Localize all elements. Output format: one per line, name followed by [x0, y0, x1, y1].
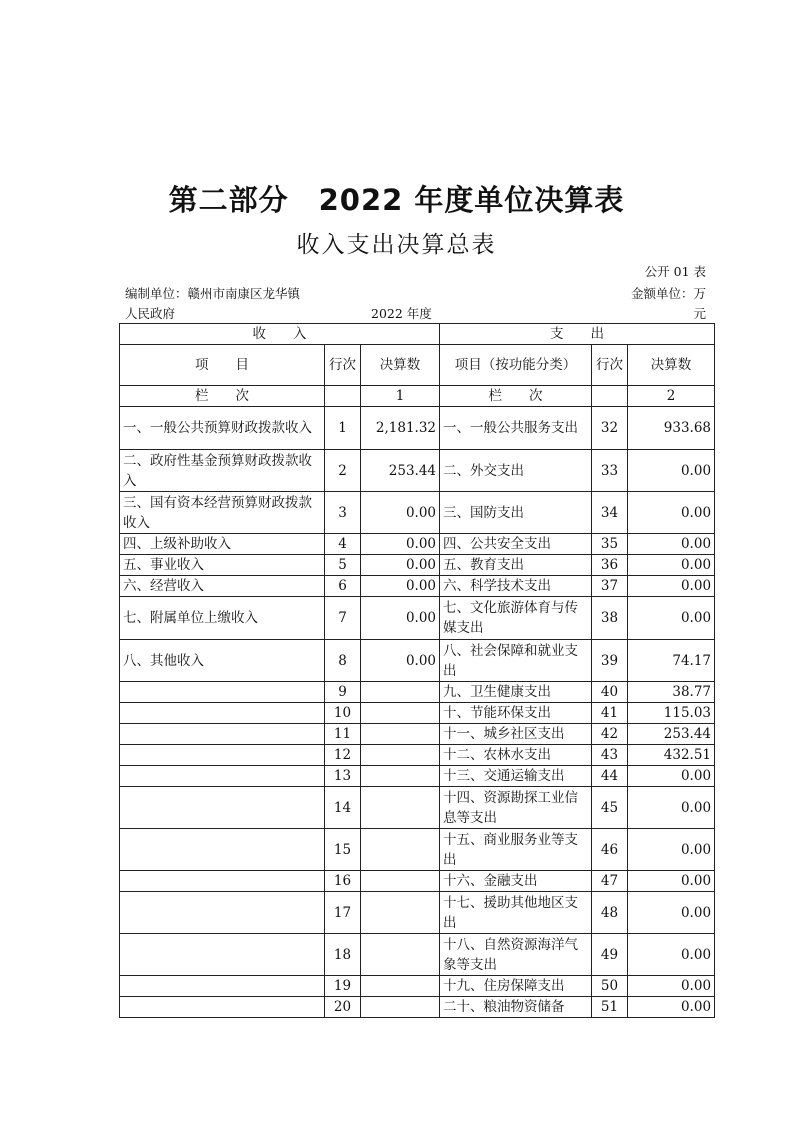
expense-row-no-cell: 41: [592, 703, 628, 724]
table-row: [120, 976, 715, 997]
expense-amount-cell: 0.00: [628, 597, 715, 640]
expense-amount-cell: 0.00: [628, 934, 715, 976]
table-row: [120, 829, 715, 871]
expense-amount-cell: 0.00: [628, 576, 715, 597]
income-item-cell: 七、附属单位上缴收入: [120, 597, 325, 640]
income-row-no-cell: 11: [325, 724, 361, 745]
table-row: [120, 555, 715, 576]
income-row-no-cell: 16: [325, 871, 361, 892]
income-row-no-cell: 12: [325, 745, 361, 766]
income-item-cell: [120, 892, 325, 934]
expense-item-cell: 九、卫生健康支出: [440, 682, 592, 703]
expense-amount-cell: 0.00: [628, 892, 715, 934]
unit-label-continued: 人民政府: [125, 306, 176, 321]
expense-row-no-cell: 40: [592, 682, 628, 703]
expense-item-cell: 一、一般公共服务支出: [440, 407, 592, 450]
lanci-row: [120, 386, 715, 407]
unit-label: 编制单位：赣州市南康区龙华镇: [125, 286, 301, 301]
expense-amount-cell: 432.51: [628, 745, 715, 766]
expense-row-no-cell: 39: [592, 640, 628, 682]
expense-item-cell: 五、教育支出: [440, 555, 592, 576]
income-item-cell: 五、事业收入: [120, 555, 325, 576]
income-amount-cell: [361, 766, 440, 787]
income-row-no-cell: 10: [325, 703, 361, 724]
expense-row-no-cell: 34: [592, 492, 628, 534]
expense-amount-cell: 38.77: [628, 682, 715, 703]
lanci-label: 栏 次: [440, 386, 592, 407]
expense-item-cell: 十六、金融支出: [440, 871, 592, 892]
expense-row-no-cell: 49: [592, 934, 628, 976]
income-amount-cell: [361, 724, 440, 745]
expense-row-no-cell: 36: [592, 555, 628, 576]
income-row-no-cell: 9: [325, 682, 361, 703]
amount-unit-label: 金额单位：万: [630, 286, 706, 301]
income-col-number: 1: [361, 386, 440, 407]
expense-amount-cell: 74.17: [628, 640, 715, 682]
expense-amount-cell: 253.44: [628, 724, 715, 745]
expense-row-no-cell: 47: [592, 871, 628, 892]
expense-item-cell: 十一、城乡社区支出: [440, 724, 592, 745]
expense-item-cell: 十三、交通运输支出: [440, 766, 592, 787]
table-row: [120, 787, 715, 829]
income-amount-cell: [361, 871, 440, 892]
table-row: [120, 892, 715, 934]
income-row-no-cell: 3: [325, 492, 361, 534]
income-row-no-cell: 2: [325, 450, 361, 492]
lanci-label: 栏 次: [120, 386, 325, 407]
column-header-row: [120, 345, 715, 386]
income-amount-cell: [361, 787, 440, 829]
income-amount-cell: 2,181.32: [361, 407, 440, 450]
col-header-amount: 决算数: [628, 345, 715, 386]
expense-row-no-cell: 44: [592, 766, 628, 787]
income-row-no-cell: 6: [325, 576, 361, 597]
expense-item-cell: 三、国防支出: [440, 492, 592, 534]
income-row-no-cell: 18: [325, 934, 361, 976]
report-year: 2022 年度: [371, 306, 432, 321]
expense-amount-cell: 0.00: [628, 766, 715, 787]
income-amount-cell: 0.00: [361, 576, 440, 597]
expense-amount-cell: 0.00: [628, 534, 715, 555]
income-item-cell: [120, 871, 325, 892]
income-row-no-cell: 14: [325, 787, 361, 829]
table-row: [120, 576, 715, 597]
table-row: [120, 640, 715, 682]
income-item-cell: 一、一般公共预算财政拨款收入: [120, 407, 325, 450]
expense-amount-cell: 0.00: [628, 871, 715, 892]
page-title: 第二部分 2022 年度单位决算表: [168, 183, 625, 217]
income-expense-table: [119, 323, 715, 1018]
income-row-no-cell: 7: [325, 597, 361, 640]
expense-row-no-cell: 42: [592, 724, 628, 745]
expense-header: 支 出: [440, 324, 715, 345]
income-item-cell: [120, 787, 325, 829]
expense-item-cell: 十五、商业服务业等支出: [440, 829, 592, 871]
expense-amount-cell: 0.00: [628, 997, 715, 1018]
income-amount-cell: [361, 745, 440, 766]
expense-item-cell: 十二、农林水支出: [440, 745, 592, 766]
empty-cell: [592, 386, 628, 407]
expense-row-no-cell: 33: [592, 450, 628, 492]
expense-row-no-cell: 45: [592, 787, 628, 829]
income-amount-cell: 253.44: [361, 450, 440, 492]
income-header: 收 入: [120, 324, 440, 345]
income-row-no-cell: 8: [325, 640, 361, 682]
expense-row-no-cell: 51: [592, 997, 628, 1018]
income-row-no-cell: 4: [325, 534, 361, 555]
table-row: [120, 871, 715, 892]
income-item-cell: [120, 745, 325, 766]
income-item-cell: [120, 703, 325, 724]
income-item-cell: [120, 976, 325, 997]
table-row: [120, 766, 715, 787]
expense-amount-cell: 933.68: [628, 407, 715, 450]
income-item-cell: 八、其他收入: [120, 640, 325, 682]
income-row-no-cell: 19: [325, 976, 361, 997]
expense-amount-cell: 0.00: [628, 555, 715, 576]
col-header-amount: 决算数: [361, 345, 440, 386]
col-header-row-no: 行次: [325, 345, 361, 386]
expense-row-no-cell: 50: [592, 976, 628, 997]
col-header-row-no: 行次: [592, 345, 628, 386]
table-row: [120, 703, 715, 724]
income-item-cell: 三、国有资本经营预算财政拨款收入: [120, 492, 325, 534]
income-row-no-cell: 13: [325, 766, 361, 787]
income-amount-cell: 0.00: [361, 597, 440, 640]
table-row: [120, 745, 715, 766]
table-row: [120, 934, 715, 976]
income-amount-cell: 0.00: [361, 640, 440, 682]
expense-row-no-cell: 32: [592, 407, 628, 450]
table-row: [120, 407, 715, 450]
income-row-no-cell: 5: [325, 555, 361, 576]
expense-item-cell: 二、外交支出: [440, 450, 592, 492]
income-amount-cell: 0.00: [361, 555, 440, 576]
expense-item-cell: 四、公共安全支出: [440, 534, 592, 555]
income-amount-cell: [361, 934, 440, 976]
income-item-cell: [120, 724, 325, 745]
income-row-no-cell: 15: [325, 829, 361, 871]
expense-item-cell: 八、社会保障和就业支出: [440, 640, 592, 682]
section-header-row: [120, 324, 715, 345]
income-amount-cell: 0.00: [361, 492, 440, 534]
table-row: [120, 597, 715, 640]
expense-item-cell: 十九、住房保障支出: [440, 976, 592, 997]
table-row: [120, 534, 715, 555]
expense-item-cell: 十七、援助其他地区支出: [440, 892, 592, 934]
expense-item-cell: 十、节能环保支出: [440, 703, 592, 724]
table-row: [120, 492, 715, 534]
form-code: 公开 01 表: [644, 264, 706, 279]
income-item-cell: [120, 682, 325, 703]
expense-col-number: 2: [628, 386, 715, 407]
expense-item-cell: 七、文化旅游体育与传媒支出: [440, 597, 592, 640]
income-item-cell: [120, 997, 325, 1018]
expense-row-no-cell: 37: [592, 576, 628, 597]
expense-item-cell: 十八、自然资源海洋气象等支出: [440, 934, 592, 976]
income-item-cell: 四、上级补助收入: [120, 534, 325, 555]
empty-cell: [325, 386, 361, 407]
expense-row-no-cell: 38: [592, 597, 628, 640]
income-amount-cell: [361, 997, 440, 1018]
expense-item-cell: 十四、资源勘探工业信息等支出: [440, 787, 592, 829]
income-row-no-cell: 17: [325, 892, 361, 934]
amount-unit-continued: 元: [693, 306, 706, 321]
income-amount-cell: [361, 682, 440, 703]
income-item-cell: [120, 934, 325, 976]
income-item-cell: 二、政府性基金预算财政拨款收入: [120, 450, 325, 492]
col-header-item-func: 项目（按功能分类）: [440, 345, 592, 386]
table-row: [120, 724, 715, 745]
table-row: [120, 682, 715, 703]
income-amount-cell: [361, 892, 440, 934]
expense-amount-cell: 0.00: [628, 450, 715, 492]
income-item-cell: [120, 829, 325, 871]
expense-row-no-cell: 48: [592, 892, 628, 934]
income-amount-cell: [361, 829, 440, 871]
expense-amount-cell: 0.00: [628, 787, 715, 829]
expense-amount-cell: 0.00: [628, 829, 715, 871]
income-amount-cell: [361, 703, 440, 724]
table-subtitle: 收入支出决算总表: [296, 232, 497, 258]
expense-item-cell: 二十、粮油物资储备: [440, 997, 592, 1018]
income-amount-cell: 0.00: [361, 534, 440, 555]
table-row: [120, 450, 715, 492]
expense-amount-cell: 115.03: [628, 703, 715, 724]
expense-amount-cell: 0.00: [628, 976, 715, 997]
expense-row-no-cell: 35: [592, 534, 628, 555]
income-row-no-cell: 1: [325, 407, 361, 450]
income-item-cell: 六、经营收入: [120, 576, 325, 597]
table-row: [120, 997, 715, 1018]
income-amount-cell: [361, 976, 440, 997]
expense-row-no-cell: 46: [592, 829, 628, 871]
income-item-cell: [120, 766, 325, 787]
expense-item-cell: 六、科学技术支出: [440, 576, 592, 597]
expense-amount-cell: 0.00: [628, 492, 715, 534]
col-header-item: 项 目: [120, 345, 325, 386]
income-row-no-cell: 20: [325, 997, 361, 1018]
expense-row-no-cell: 43: [592, 745, 628, 766]
